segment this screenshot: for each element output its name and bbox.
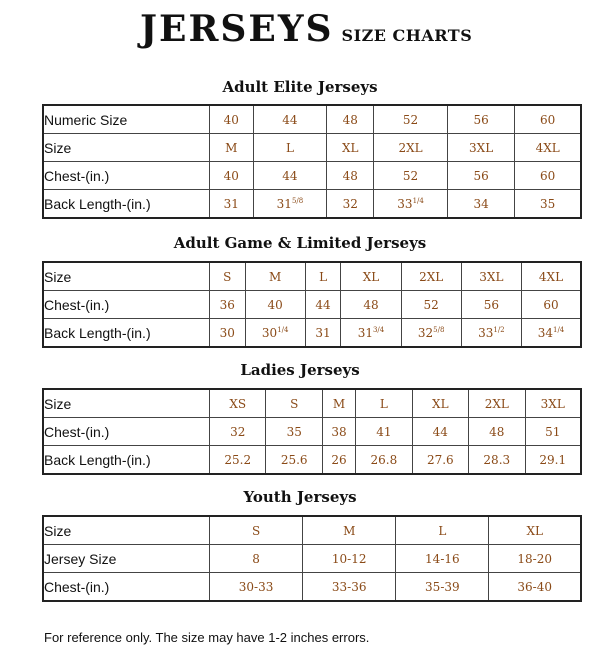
cell-value: 36-40: [517, 579, 552, 594]
size-value-cell: [448, 106, 515, 134]
table-row: [44, 390, 580, 418]
size-value-cell: [327, 190, 374, 217]
cell-value: 52: [423, 297, 439, 312]
size-value-cell: [469, 418, 525, 446]
size-table-adult-elite: [42, 104, 582, 219]
cell-fraction: 5/8: [291, 196, 304, 205]
size-value-cell: [489, 545, 580, 573]
table-row: [44, 134, 580, 162]
cell-value: 48: [363, 297, 379, 312]
size-value-cell: [246, 291, 306, 319]
size-value-cell: [526, 446, 580, 473]
size-value-cell: [489, 517, 580, 545]
cell-value: S: [290, 396, 299, 411]
row-label: Chest-(in.): [44, 162, 210, 190]
cell-value: 33-36: [331, 579, 367, 594]
size-value-cell: [210, 545, 303, 573]
size-value-cell: [306, 263, 342, 291]
cell-value: 36: [219, 297, 235, 312]
cell-value: 10-12: [331, 551, 367, 566]
size-value-cell: [526, 418, 580, 446]
size-value-cell: [254, 106, 328, 134]
cell-value: 40: [223, 168, 239, 183]
size-value-cell: [469, 390, 525, 418]
row-label: Jersey Size: [44, 545, 210, 573]
size-value-cell: [356, 446, 412, 473]
reference-note: For reference only. The size may have 1-2 inches errors.: [44, 630, 370, 645]
title-subtitle: SIZE CHARTS: [341, 26, 473, 45]
size-value-cell: [448, 134, 515, 162]
cell-value: 31: [223, 196, 239, 211]
cell-value: 32: [417, 325, 434, 340]
size-value-cell: [462, 319, 522, 346]
size-value-cell: [210, 418, 266, 446]
size-value-cell: [522, 263, 580, 291]
size-value-cell: [356, 390, 412, 418]
cell-value: 48: [489, 424, 505, 439]
cell-value: 4XL: [538, 269, 564, 284]
row-label: Back Length-(in.): [44, 446, 210, 473]
cell-value: L: [379, 396, 388, 411]
cell-value: 25.6: [280, 452, 308, 467]
size-value-cell: [266, 390, 322, 418]
cell-value: 25.2: [224, 452, 252, 467]
row-label: Size: [44, 263, 210, 291]
size-value-cell: [522, 319, 580, 346]
cell-value: 34: [537, 325, 553, 340]
size-value-cell: [448, 190, 515, 217]
cell-value: 33: [397, 196, 413, 211]
table-row: [44, 106, 580, 134]
cell-value: 2XL: [398, 140, 423, 155]
cell-value: 48: [342, 168, 358, 183]
size-value-cell: [210, 390, 266, 418]
section-title-youth: Youth Jerseys: [243, 488, 357, 506]
cell-value: 29.1: [539, 452, 567, 467]
table-row: [44, 446, 580, 473]
cell-fraction: 1/4: [412, 196, 424, 205]
cell-value: M: [225, 140, 238, 155]
size-value-cell: [210, 263, 246, 291]
cell-value: 3XL: [540, 396, 565, 411]
size-value-cell: [210, 106, 254, 134]
size-table-ladies: [42, 388, 582, 475]
table-row: [44, 545, 580, 573]
cell-value: M: [343, 523, 356, 538]
size-value-cell: [303, 517, 396, 545]
size-value-cell: [396, 573, 489, 600]
size-value-cell: [327, 134, 374, 162]
table-row: [44, 517, 580, 545]
size-value-cell: [526, 390, 580, 418]
size-value-cell: [374, 190, 448, 217]
cell-value: S: [251, 523, 261, 538]
cell-value: XL: [362, 269, 380, 284]
cell-value: 41: [376, 424, 392, 439]
cell-value: 52: [402, 168, 419, 183]
cell-value: XS: [229, 396, 247, 411]
size-value-cell: [266, 418, 322, 446]
cell-value: 40: [267, 297, 283, 312]
size-value-cell: [303, 573, 396, 600]
size-value-cell: [341, 291, 401, 319]
table-row: [44, 162, 580, 190]
cell-value: 14-16: [425, 551, 460, 566]
cell-value: 2XL: [484, 396, 509, 411]
size-value-cell: [413, 446, 469, 473]
cell-value: 32: [342, 196, 358, 211]
size-value-cell: [515, 190, 580, 217]
cell-value: 2XL: [419, 269, 444, 284]
table-row: [44, 291, 580, 319]
cell-value: 28.3: [483, 452, 511, 467]
size-value-cell: [254, 190, 328, 217]
row-label: Back Length-(in.): [44, 190, 210, 217]
cell-value: 32: [230, 424, 246, 439]
cell-value: 18-20: [517, 551, 552, 566]
cell-value: 31: [357, 325, 373, 340]
row-label: Back Length-(in.): [44, 319, 210, 346]
cell-value: 34: [473, 196, 489, 211]
size-value-cell: [402, 263, 462, 291]
cell-value: 30-33: [238, 579, 274, 594]
cell-value: 56: [473, 168, 489, 183]
size-table-youth: [42, 515, 582, 602]
cell-value: 56: [483, 297, 499, 312]
size-value-cell: [448, 162, 515, 190]
cell-fraction: 1/2: [493, 325, 505, 334]
table-row: [44, 319, 580, 346]
cell-value: 33: [478, 325, 494, 340]
cell-value: L: [285, 140, 294, 155]
size-value-cell: [306, 291, 342, 319]
size-value-cell: [402, 291, 462, 319]
cell-value: 51: [545, 424, 561, 439]
cell-value: 35-39: [425, 579, 460, 594]
size-value-cell: [323, 446, 356, 473]
table-row: [44, 573, 580, 600]
cell-value: 44: [432, 424, 448, 439]
size-value-cell: [327, 106, 374, 134]
cell-fraction: 5/8: [433, 325, 445, 334]
size-value-cell: [303, 545, 396, 573]
size-value-cell: [462, 291, 522, 319]
size-value-cell: [210, 446, 266, 473]
size-table-adult-game-limited: [42, 261, 582, 348]
row-label: Size: [44, 134, 210, 162]
size-value-cell: [462, 263, 522, 291]
size-value-cell: [341, 319, 401, 346]
cell-value: 35: [286, 424, 302, 439]
size-value-cell: [489, 573, 580, 600]
size-value-cell: [254, 162, 328, 190]
row-label: Chest-(in.): [44, 418, 210, 446]
title-main: JERSEYS: [140, 8, 334, 50]
cell-value: 3XL: [479, 269, 504, 284]
cell-value: 44: [282, 112, 298, 127]
size-value-cell: [374, 162, 448, 190]
size-value-cell: [210, 134, 254, 162]
size-value-cell: [210, 291, 246, 319]
size-value-cell: [515, 162, 580, 190]
cell-value: 31: [276, 196, 292, 211]
cell-value: 30: [261, 325, 278, 340]
cell-value: 60: [543, 297, 559, 312]
cell-value: XL: [342, 140, 359, 155]
size-value-cell: [266, 446, 322, 473]
size-value-cell: [210, 517, 303, 545]
row-label: Size: [44, 390, 210, 418]
cell-value: 44: [315, 297, 331, 312]
page-title: [140, 8, 472, 54]
size-value-cell: [210, 190, 254, 217]
size-value-cell: [341, 263, 401, 291]
row-label: Chest-(in.): [44, 291, 210, 319]
cell-value: 52: [402, 112, 419, 127]
size-value-cell: [210, 573, 303, 600]
table-row: [44, 190, 580, 217]
cell-value: 44: [282, 168, 298, 183]
size-value-cell: [327, 162, 374, 190]
cell-value: 40: [223, 112, 239, 127]
section-title-adult-game-limited: Adult Game & Limited Jerseys: [173, 234, 427, 252]
cell-value: 26.8: [370, 452, 398, 467]
row-label: Chest-(in.): [44, 573, 210, 600]
size-value-cell: [413, 390, 469, 418]
cell-value: 3XL: [469, 140, 494, 155]
cell-value: 56: [473, 112, 489, 127]
size-value-cell: [396, 517, 489, 545]
cell-fraction: 3/4: [372, 325, 385, 334]
row-label: Numeric Size: [44, 106, 210, 134]
size-value-cell: [323, 418, 356, 446]
size-value-cell: [323, 390, 356, 418]
cell-value: 60: [540, 112, 556, 127]
cell-value: 35: [540, 196, 556, 211]
cell-value: 26: [331, 452, 347, 467]
size-value-cell: [413, 418, 469, 446]
size-value-cell: [246, 263, 306, 291]
size-value-cell: [396, 545, 489, 573]
size-value-cell: [469, 446, 525, 473]
size-value-cell: [515, 106, 580, 134]
cell-value: L: [438, 523, 447, 538]
size-value-cell: [374, 106, 448, 134]
table-row: [44, 263, 580, 291]
cell-value: 60: [540, 168, 556, 183]
size-value-cell: [374, 134, 448, 162]
cell-value: M: [269, 269, 282, 284]
size-value-cell: [522, 291, 580, 319]
cell-value: 38: [331, 424, 347, 439]
size-value-cell: [515, 134, 580, 162]
size-value-cell: [254, 134, 328, 162]
size-value-cell: [356, 418, 412, 446]
table-row: [44, 418, 580, 446]
size-value-cell: [402, 319, 462, 346]
size-value-cell: [246, 319, 306, 346]
cell-fraction: 1/4: [277, 325, 289, 334]
size-value-cell: [210, 319, 246, 346]
section-title-ladies: Ladies Jerseys: [240, 361, 360, 379]
size-value-cell: [306, 319, 342, 346]
cell-value: 30: [219, 325, 235, 340]
cell-value: 8: [252, 551, 260, 566]
section-title-adult-elite: Adult Elite Jerseys: [222, 78, 378, 96]
cell-value: 31: [315, 325, 331, 340]
cell-value: 48: [342, 112, 358, 127]
cell-value: S: [223, 269, 232, 284]
size-value-cell: [210, 162, 254, 190]
cell-fraction: 1/4: [552, 325, 565, 334]
cell-value: XL: [526, 523, 543, 538]
cell-value: 27.6: [426, 452, 454, 467]
row-label: Size: [44, 517, 210, 545]
cell-value: L: [319, 269, 328, 284]
cell-value: M: [332, 396, 346, 411]
cell-value: XL: [432, 396, 449, 411]
cell-value: 4XL: [535, 140, 560, 155]
